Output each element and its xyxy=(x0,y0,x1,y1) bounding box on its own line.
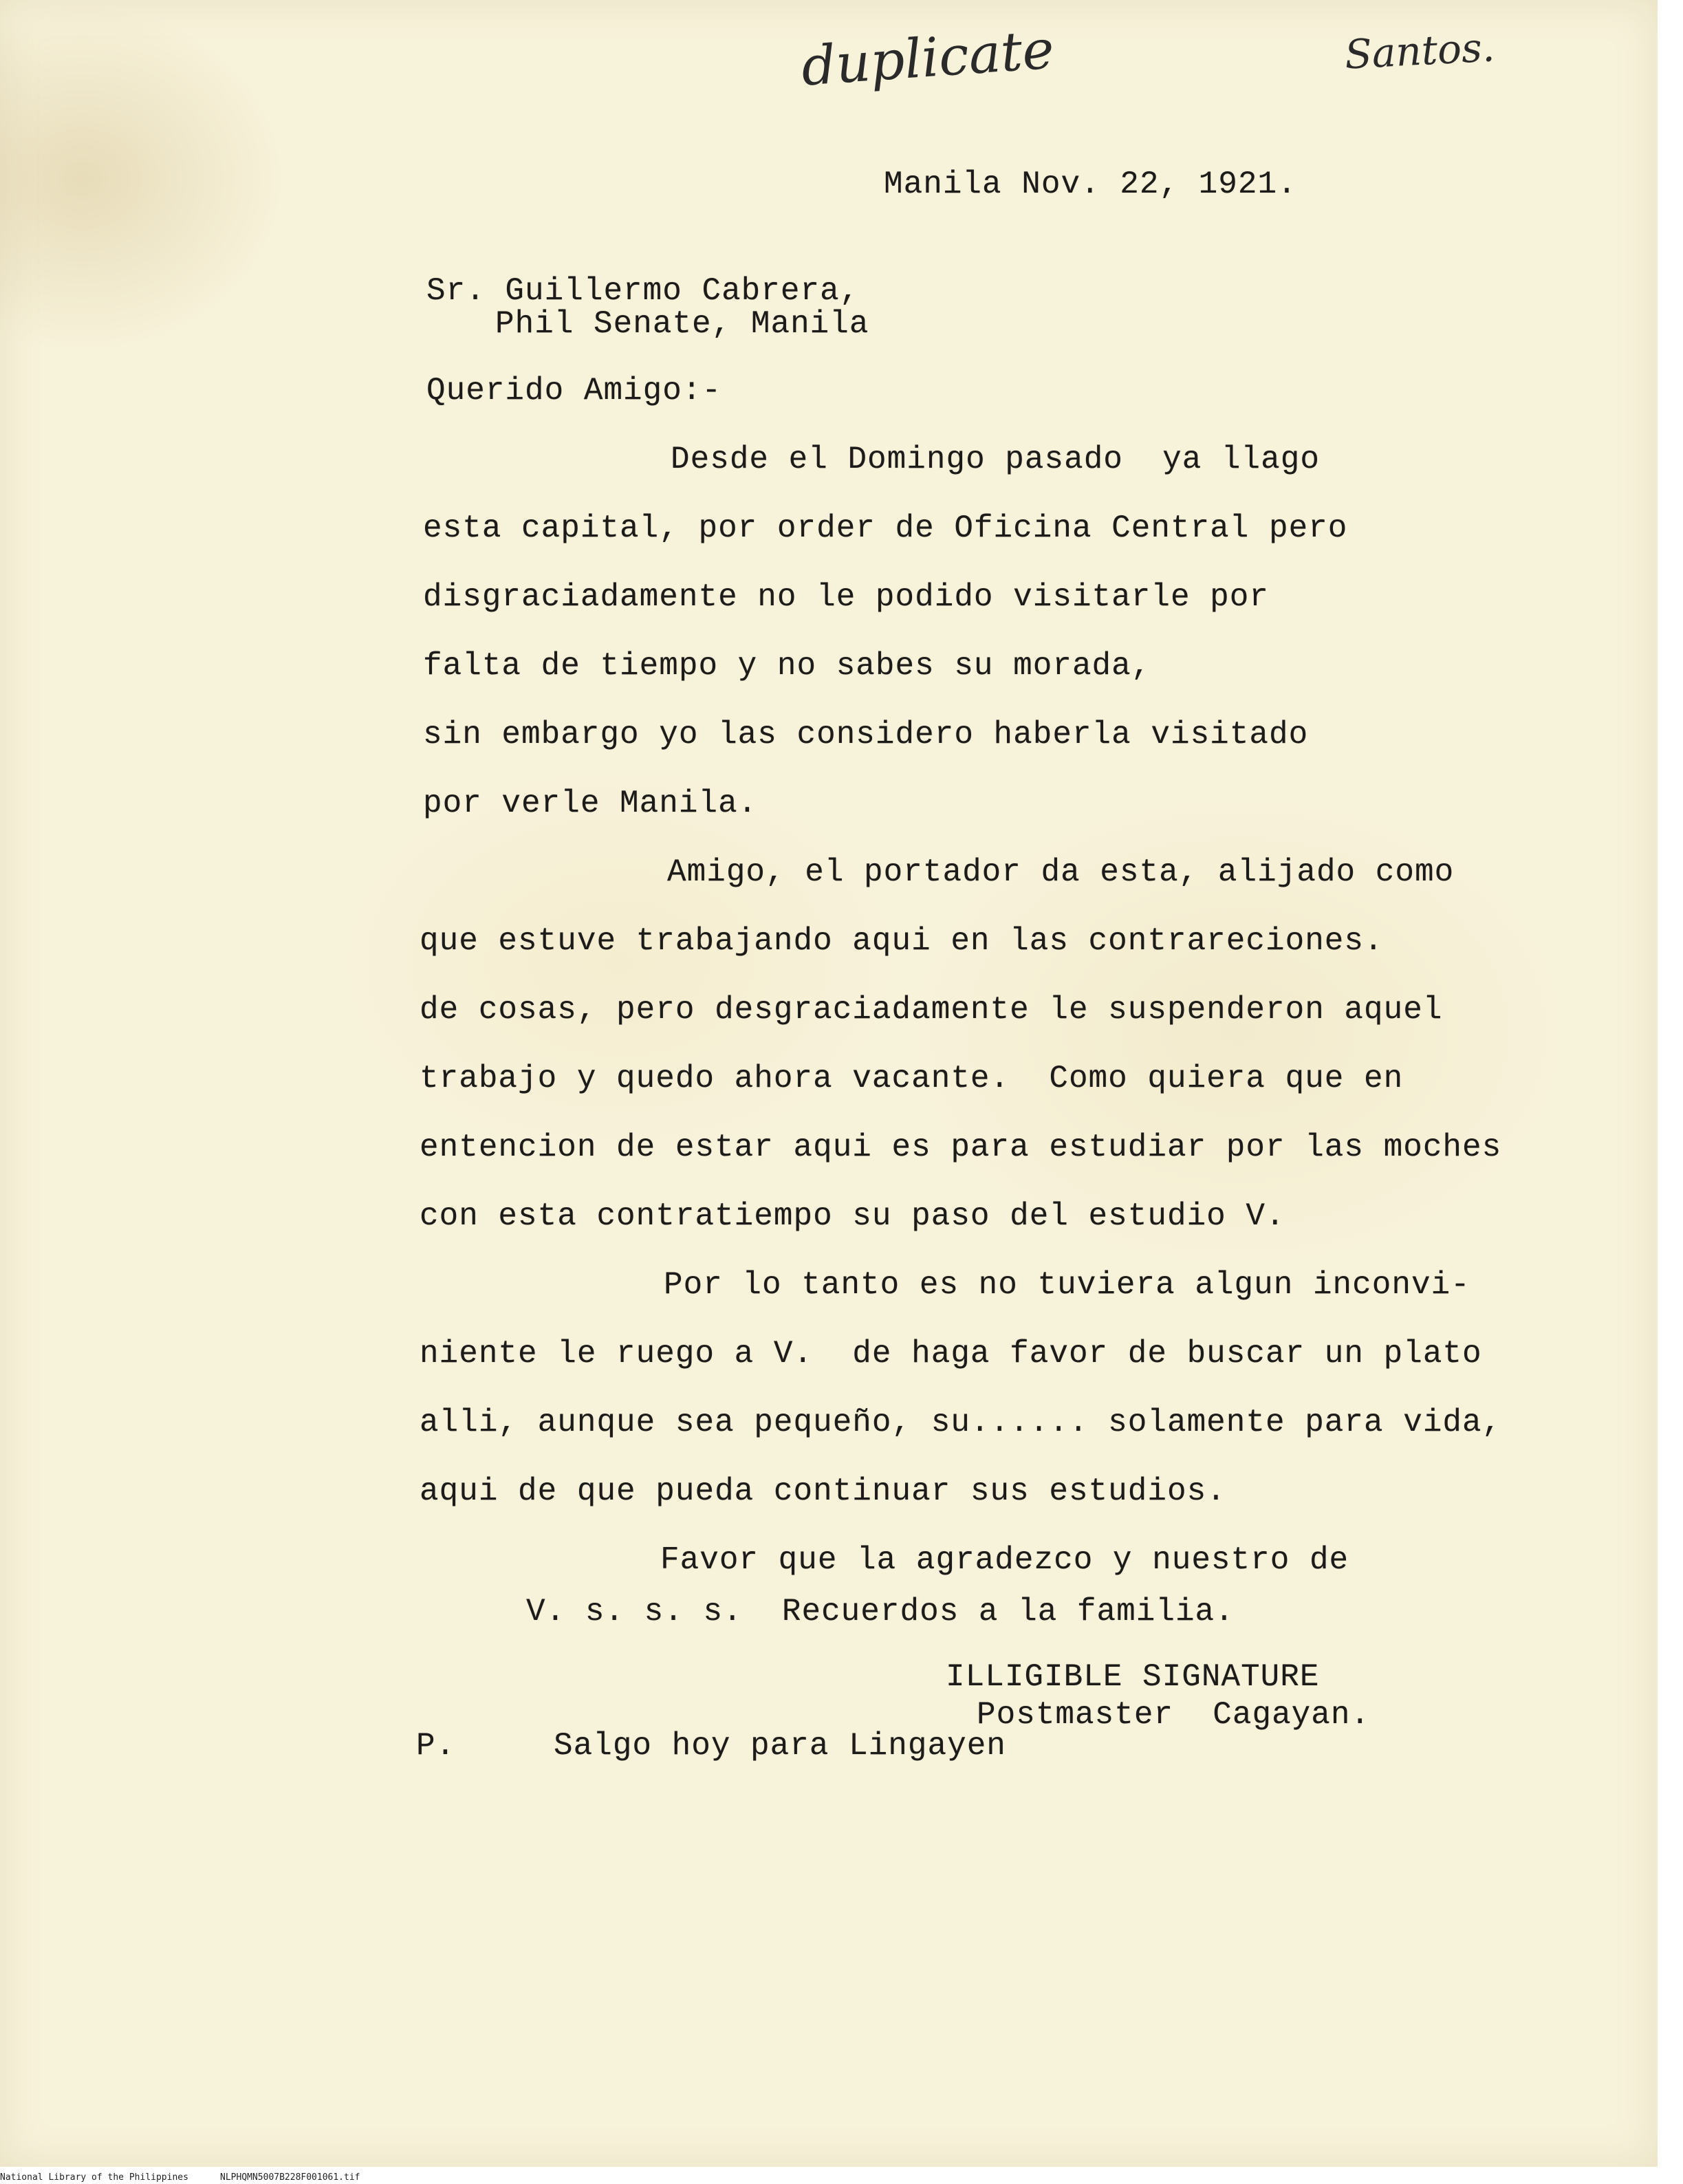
body-line: sin embargo yo las considero haberla visitado xyxy=(423,717,1309,753)
closing-line: V. s. s. s. Recuerdos a la familia. xyxy=(526,1594,1235,1630)
body-line: Desde el Domingo pasado ya llago xyxy=(671,442,1320,477)
body-line: alli, aunque sea pequeño, su...... solamente para vida, xyxy=(420,1405,1502,1440)
body-line: Amigo, el portador da esta, alijado como xyxy=(667,854,1455,890)
body-line: entencion de estar aqui es para estudiar por las moches xyxy=(420,1129,1502,1165)
recipient-name: Sr. Guillermo Cabrera, xyxy=(426,273,860,309)
signature: ILLIGIBLE SIGNATURE xyxy=(946,1659,1320,1695)
footer-file-id: NLPHQMN5007B228F001061.tif xyxy=(220,2172,360,2183)
body-line: por verle Manila. xyxy=(423,786,758,821)
handwritten-duplicate-note: duplicate xyxy=(799,19,1056,98)
body-line: de cosas, pero desgraciadamente le suspenderon aquel xyxy=(420,992,1443,1028)
body-line: aqui de que pueda continuar sus estudios. xyxy=(420,1473,1226,1509)
salutation: Querido Amigo:- xyxy=(426,373,722,409)
body-line: con esta contratiempo su paso del estudio V. xyxy=(420,1198,1285,1234)
postscript: Salgo hoy para Lingayen xyxy=(554,1728,1006,1764)
body-line: trabajo y quedo ahora vacante. Como quiera que en xyxy=(420,1061,1404,1096)
scan-margin xyxy=(1658,0,1683,2184)
body-line: disgraciadamente no le podido visitarle por xyxy=(423,579,1269,615)
postscript-marker: P. xyxy=(416,1728,456,1764)
body-line: Por lo tanto es no tuviera algun inconvi- xyxy=(664,1267,1470,1303)
footer-library: National Library of the Philippines xyxy=(0,2172,188,2183)
body-line: esta capital, por order de Oficina Central pero xyxy=(423,510,1348,546)
signer-title: Postmaster Cagayan. xyxy=(977,1697,1371,1733)
recipient-address: Phil Senate, Manila xyxy=(495,306,869,342)
body-line: Favor que la agradezco y nuestro de xyxy=(660,1542,1349,1578)
body-line: niente le ruego a V. de haga favor de buscar un plato xyxy=(420,1336,1482,1372)
handwritten-corner-note: Santos. xyxy=(1343,23,1496,78)
body-line: falta de tiempo y no sabes su morada, xyxy=(423,648,1151,684)
letter-date: Manila Nov. 22, 1921. xyxy=(884,166,1297,202)
body-line: que estuve trabajando aqui en las contrareciones. xyxy=(420,923,1384,959)
